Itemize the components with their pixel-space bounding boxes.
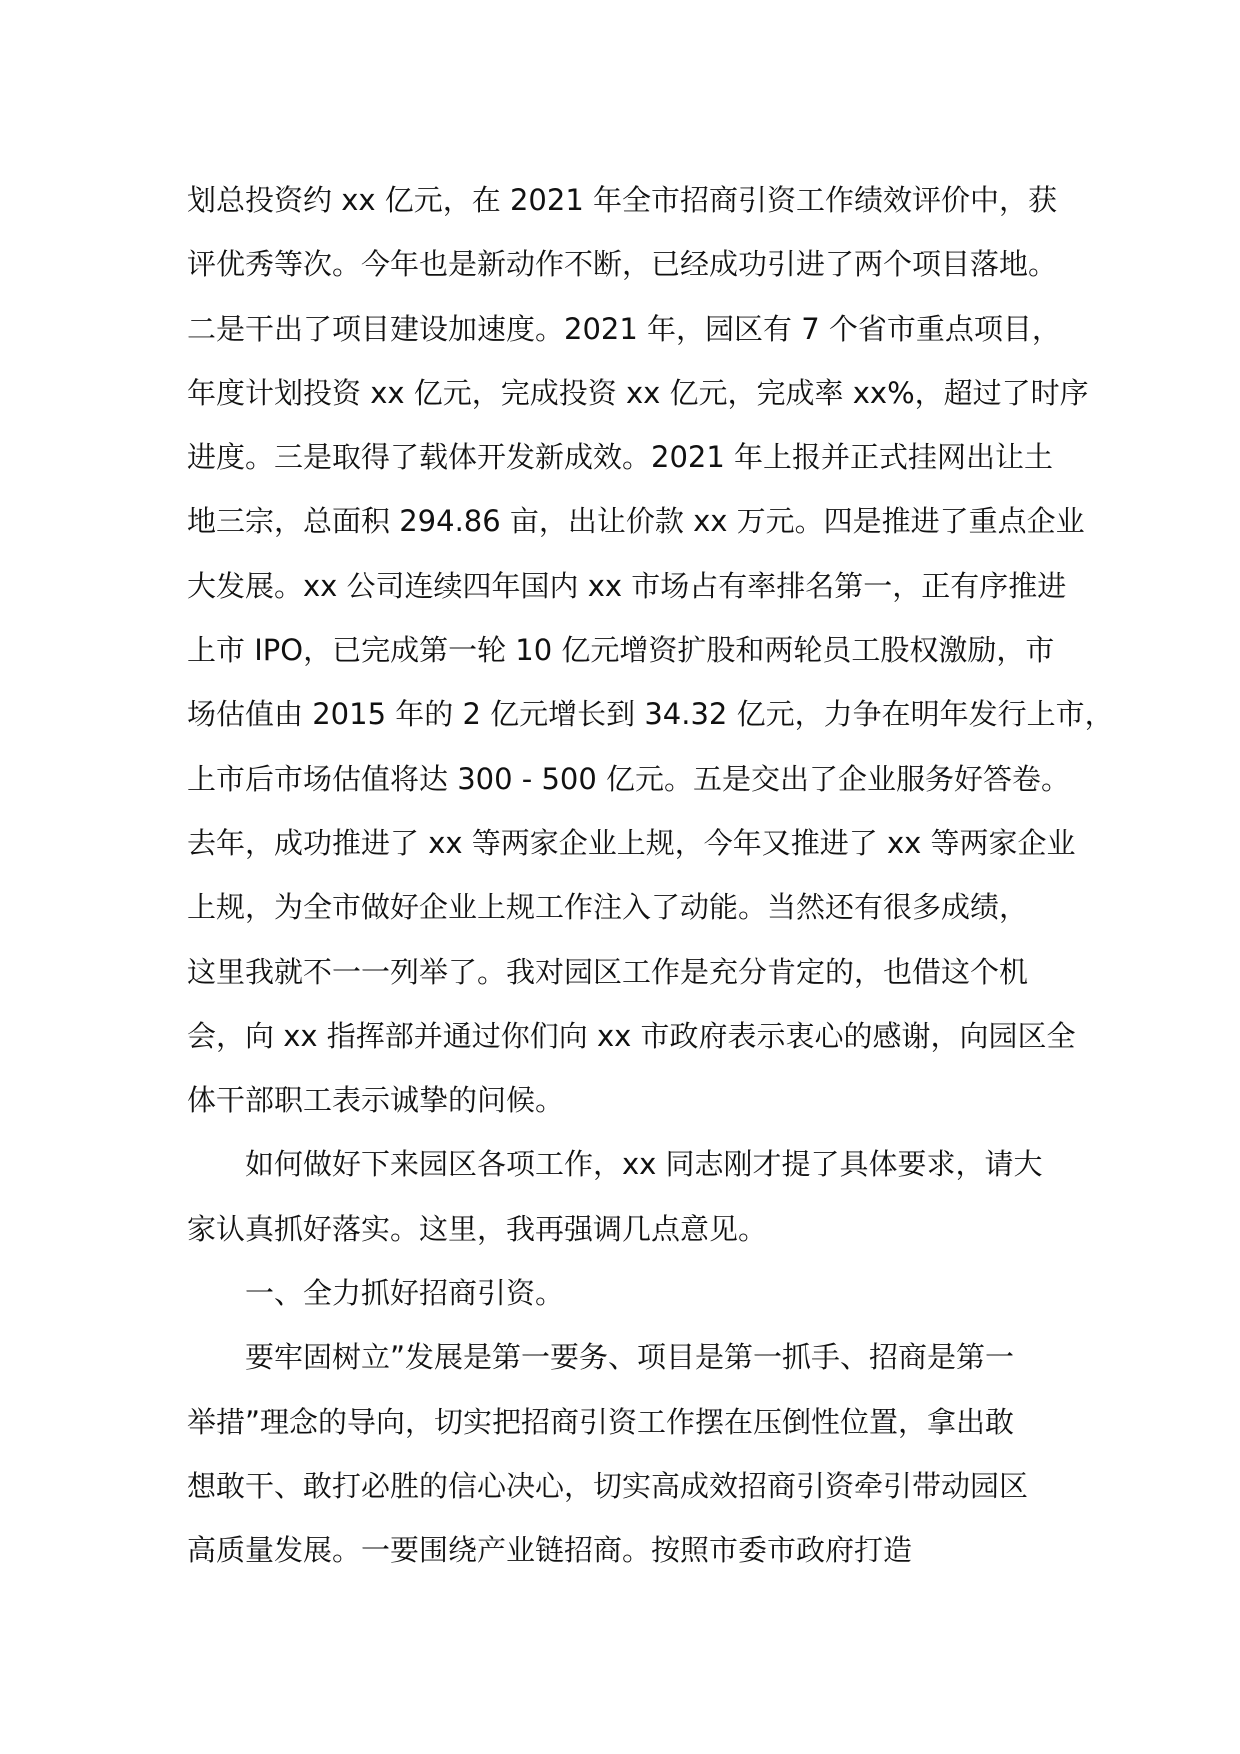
body-text: [187, 168, 1114, 1583]
text-line-2: 评优秀等次。今年也是新动作不断，已经成功引进了两个项目落地。: [187, 247, 1058, 282]
text-line-20: 举措”理念的导向，切实把招商引资工作摆在压倒性位置，拿出敢: [187, 1404, 1015, 1439]
text-line-17: 家认真抓好落实。这里，我再强调几点意见。: [187, 1211, 768, 1246]
text-line-7: 大发展。xx 公司连续四年国内 xx 市场占有率排名第一，正有序推进: [187, 568, 1067, 603]
text-line-6: 地三宗，总面积 294.86 亩，出让价款 xx 万元。四是推进了重点企业: [187, 504, 1085, 539]
text-line-1: 划总投资约 xx 亿元，在 2021 年全市招商引资工作绩效评价中，获: [187, 183, 1058, 217]
text-line-9: 场估值由 2015 年的 2 亿元增长到 34.32 亿元，力争在明年发行上市，: [187, 697, 1114, 732]
text-line-22: 高质量发展。一要围绕产业链招商。按照市委市政府打造: [187, 1533, 913, 1568]
text-line-3: 二是干出了项目建设加速度。2021 年，园区有 7 个省市重点项目，: [187, 311, 1061, 346]
text-line-5: 进度。三是取得了载体开发新成效。2021 年上报并正式挂网出让土: [187, 440, 1054, 475]
text-line-11: 去年，成功推进了 xx 等两家企业上规，今年又推进了 xx 等两家企业: [187, 825, 1076, 860]
text-line-16: 如何做好下来园区各项工作，xx 同志刚才提了具体要求，请大: [245, 1147, 1043, 1182]
text-line-15: 体干部职工表示诚挚的问候。: [187, 1083, 565, 1118]
text-line-8: 上市 IPO，已完成第一轮 10 亿元增资扩股和两轮员工股权激励，市: [187, 633, 1055, 668]
text-line-21: 想敢干、敢打必胜的信心决心，切实高成效招商引资牵引带动园区: [187, 1468, 1029, 1503]
section-heading: 一、全力抓好招商引资。: [245, 1276, 565, 1311]
text-line-14: 会，向 xx 指挥部并通过你们向 xx 市政府表示衷心的感谢，向园区全: [187, 1018, 1076, 1053]
text-line-19: 要牢固树立”发展是第一要务、项目是第一抓手、招商是第一: [245, 1340, 1015, 1375]
text-line-13: 这里我就不一一列举了。我对园区工作是充分肯定的，也借这个机: [187, 954, 1029, 989]
text-line-10: 上市后市场估值将达 300 - 500 亿元。五是交出了企业服务好答卷。: [187, 761, 1071, 796]
text-line-12: 上规，为全市做好企业上规工作注入了动能。当然还有很多成绩，: [187, 890, 1029, 925]
text-line-4: 年度计划投资 xx 亿元，完成投资 xx 亿元，完成率 xx%，超过了时序: [187, 375, 1089, 410]
